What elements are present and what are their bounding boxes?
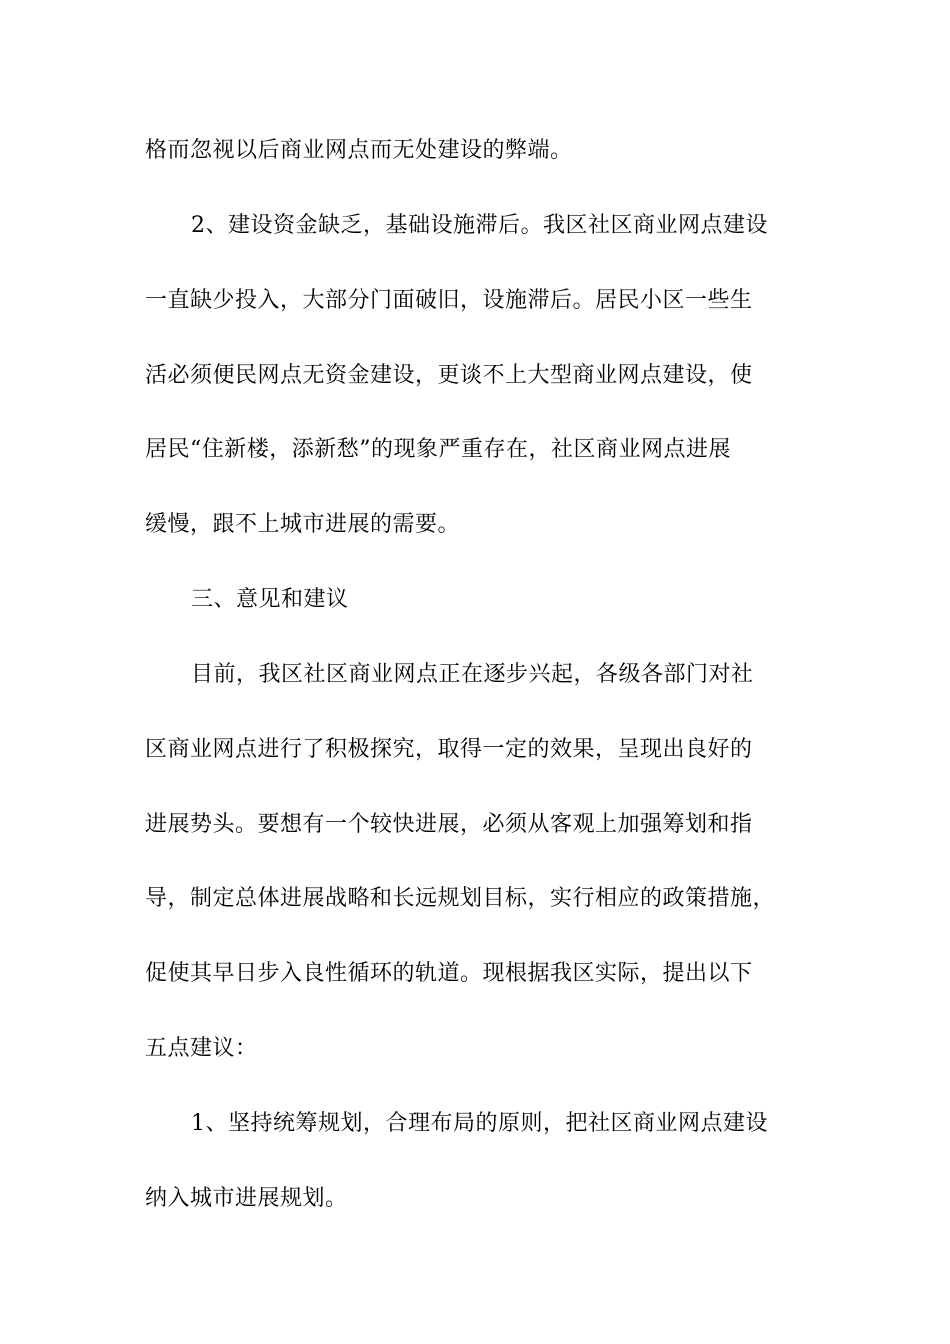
- text-line-8: 目前，我区社区商业网点正在逐步兴起，各级各部门对社: [191, 662, 754, 687]
- text-line-15: 纳入城市进展规划。: [145, 1186, 348, 1211]
- text-line-12: 促使其早日步入良性循环的轨道。现根据我区实际，提出以下: [145, 961, 753, 986]
- text-line-2: 2、建设资金缺乏，基础设施滞后。我区社区商业网点建设: [191, 213, 768, 238]
- section-heading: 三、意见和建议: [191, 587, 349, 612]
- text-line-4: 活必须便民网点无资金建设，更谈不上大型商业网点建设，使: [145, 363, 753, 388]
- text-line-3: 一直缺少投入，大部分门面破旧，设施滞后。居民小区一些生: [145, 288, 753, 313]
- text-line-5: 居民“住新楼，添新愁”的现象严重存在，社区商业网点进展: [145, 437, 731, 462]
- text-line-14: 1、坚持统筹规划，合理布局的原则，把社区商业网点建设: [191, 1111, 768, 1136]
- text-line-6: 缓慢，跟不上城市进展的需要。: [145, 512, 461, 537]
- text-line-9: 区商业网点进行了积极探究，取得一定的效果，呈现出良好的: [145, 737, 753, 762]
- text-line-10: 进展势头。要想有一个较快进展，必须从客观上加强筹划和指: [145, 812, 753, 837]
- text-line-11: 导，制定总体进展战略和长远规划目标，实行相应的政策措施，: [145, 886, 776, 911]
- text-line-13: 五点建议：: [145, 1036, 258, 1061]
- text-line-1: 格而忽视以后商业网点而无处建设的弊端。: [145, 138, 573, 163]
